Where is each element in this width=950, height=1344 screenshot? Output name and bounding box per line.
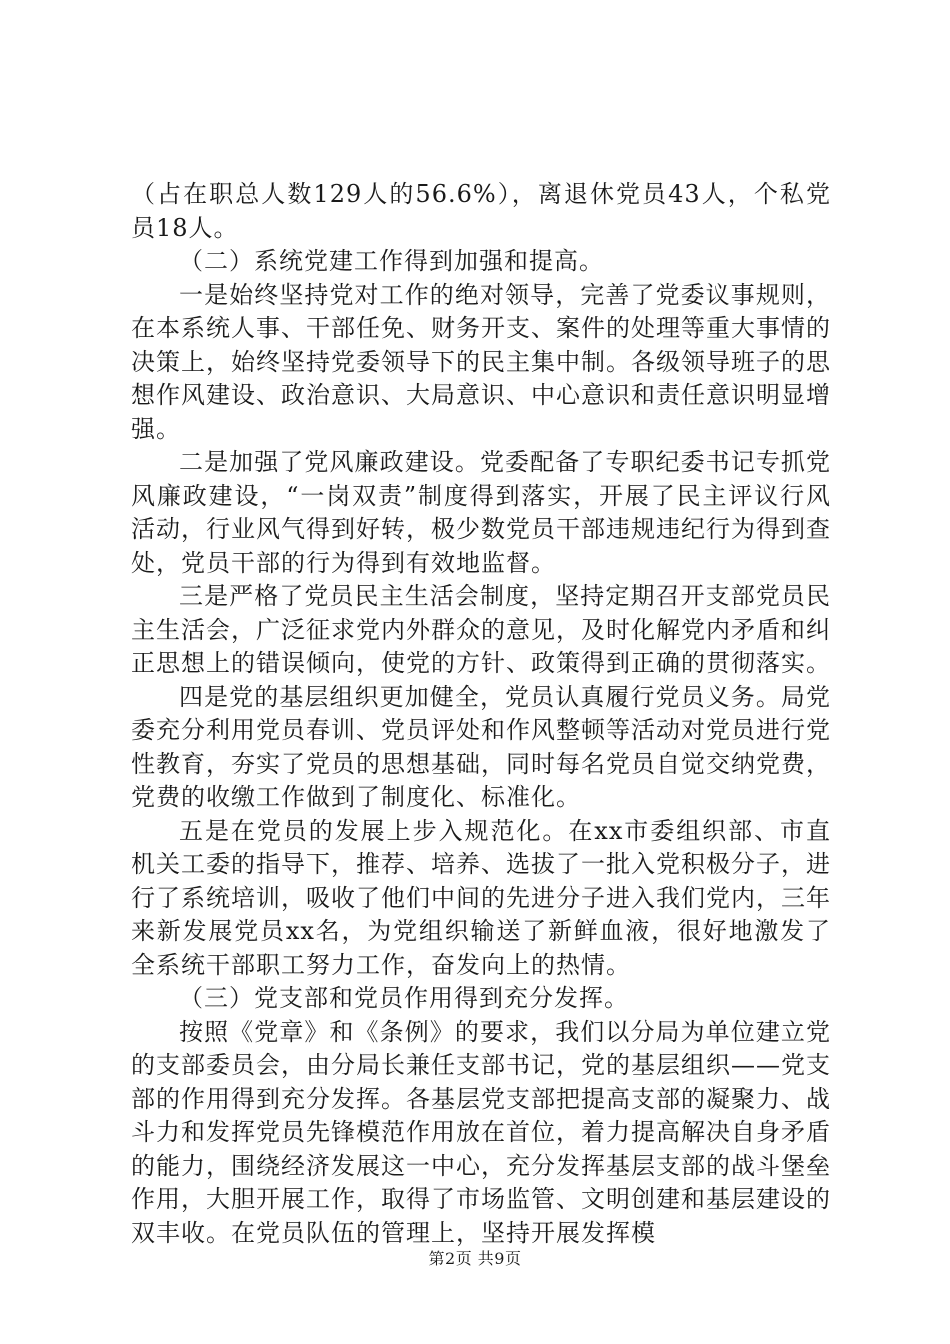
page-footer: 第2页 共9页 (428, 1249, 522, 1268)
paragraph-3: 一是始终坚持党对工作的绝对领导，完善了党委议事规则，在本系统人事、干部任免、财务开支、案件的处理等重大事情的决策上，始终坚持党委领导下的民主集中制。各级领导班子的思想作风建设、政治意识、大局意识、中心意识和责任意识明显增强。 (131, 280, 831, 443)
paragraph-9: 按照《党章》和《条例》的要求，我们以分局为单位建立党的支部委员会，由分局长兼任支部书记，党的基层组织——党支部的作用得到充分发挥。各基层党支部把提高支部的凝聚力、战斗力和发挥党员先锋模范作用放在首位，着力提高解决自身矛盾的能力，围绕经济发展这一中心，充分发挥基层支部的战斗堡垒作用，大胆开展工作，取得了市场监管、文明创建和基层建设的双丰收。在党员队伍的管理上，坚持开展发挥模 (131, 1017, 831, 1247)
section-heading-3: （三）党支部和党员作用得到充分发挥。 (179, 984, 629, 1012)
paragraph-1: （占在职总人数129人的56.6%），离退休党员43人，个私党员18人。 (131, 180, 831, 242)
paragraph-4: 二是加强了党风廉政建设。党委配备了专职纪委书记专抓党风廉政建设，“一岗双责”制度得到落实，开展了民主评议行风活动，行业风气得到好转，极少数党员干部违规违纪行为得到查处，党员干部的行为得到有效地监督。 (131, 448, 831, 577)
paragraph-6: 四是党的基层组织更加健全，党员认真履行党员义务。局党委充分利用党员春训、党员评处和作风整顿等活动对党员进行党性教育，夯实了党员的思想基础，同时每名党员自觉交纳党费，党费的收缴工作做到了制度化、标准化。 (131, 682, 831, 811)
document-body (131, 178, 831, 1250)
paragraph-7: 五是在党员的发展上步入规范化。在xx市委组织部、市直机关工委的指导下，推荐、培养、选拔了一批入党积极分子，进行了系统培训，吸收了他们中间的先进分子进入我们党内，三年来新发展党员xx名，为党组织输送了新鲜血液，很好地激发了全系统干部职工努力工作，奋发向上的热情。 (131, 816, 831, 979)
paragraph-5: 三是严格了党员民主生活会制度，坚持定期召开支部党员民主生活会，广泛征求党内外群众的意见，及时化解党内矛盾和纠正思想上的错误倾向，使党的方针、政策得到正确的贯彻落实。 (131, 582, 831, 677)
section-heading-2: （二）系统党建工作得到加强和提高。 (179, 247, 604, 275)
